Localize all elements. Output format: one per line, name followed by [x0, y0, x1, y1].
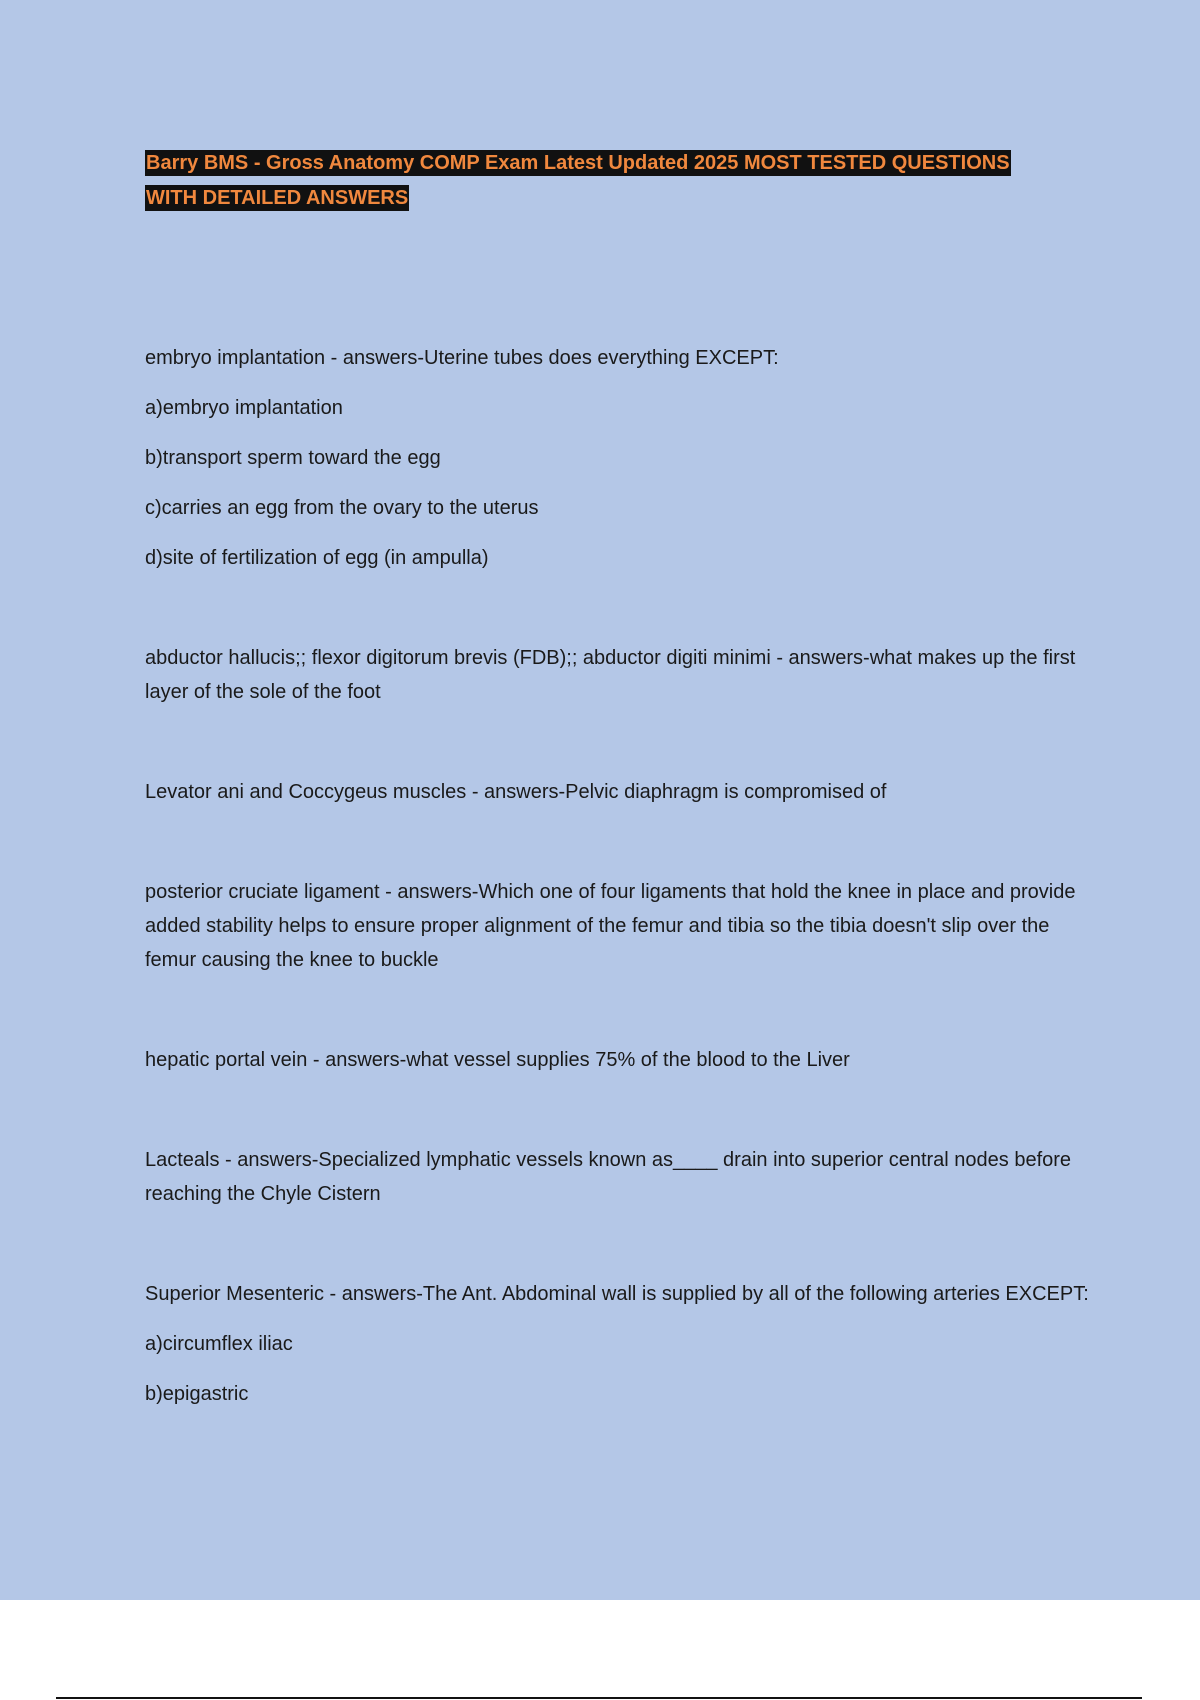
qa-text: posterior cruciate ligament - answers-Which one of four ligaments that hold the knee in place and provide added stability helps to ensure proper alignment of the femur and tibia so the tibia doesn't slip over the femur causing the knee to buckle [145, 881, 1076, 971]
qa-entry-1 [145, 341, 1090, 575]
document-content [145, 146, 1090, 1477]
qa-list [145, 341, 1090, 1411]
title-line-2: WITH DETAILED ANSWERS [146, 187, 409, 209]
qa-entry-3 [145, 775, 1090, 809]
answer-option: c)carries an egg from the ovary to the uterus [145, 497, 539, 519]
qa-text: abductor hallucis;; flexor digitorum brevis (FDB);; abductor digiti minimi - answers-what makes up the first layer of the sole of the foot [145, 647, 1076, 703]
qa-text: embryo implantation - answers-Uterine tubes does everything EXCEPT: [145, 347, 779, 369]
document-title [145, 146, 1035, 216]
title-line-1: Barry BMS - Gross Anatomy COMP Exam Latest Updated 2025 MOST TESTED QUESTIONS [146, 152, 1010, 174]
qa-text: hepatic portal vein - answers-what vessel supplies 75% of the blood to the Liver [145, 1049, 850, 1071]
answer-option: b)transport sperm toward the egg [145, 447, 441, 469]
qa-entry-7 [145, 1277, 1090, 1411]
qa-entry-5 [145, 1043, 1090, 1077]
answer-option: a)circumflex iliac [145, 1333, 293, 1355]
qa-text: Superior Mesenteric - answers-The Ant. Abdominal wall is supplied by all of the following arteries EXCEPT: [145, 1283, 1089, 1305]
qa-text: Lacteals - answers-Specialized lymphatic vessels known as____ drain into superior central nodes before reaching the Chyle Cistern [145, 1149, 1072, 1205]
answer-option: b)epigastric [145, 1383, 249, 1405]
qa-entry-2 [145, 641, 1090, 709]
qa-entry-4 [145, 875, 1090, 977]
qa-entry-6 [145, 1143, 1090, 1211]
footer-divider [56, 1697, 1142, 1699]
qa-text: Levator ani and Coccygeus muscles - answers-Pelvic diaphragm is compromised of [145, 781, 887, 803]
answer-option: a)embryo implantation [145, 397, 343, 419]
answer-option: d)site of fertilization of egg (in ampulla) [145, 547, 489, 569]
